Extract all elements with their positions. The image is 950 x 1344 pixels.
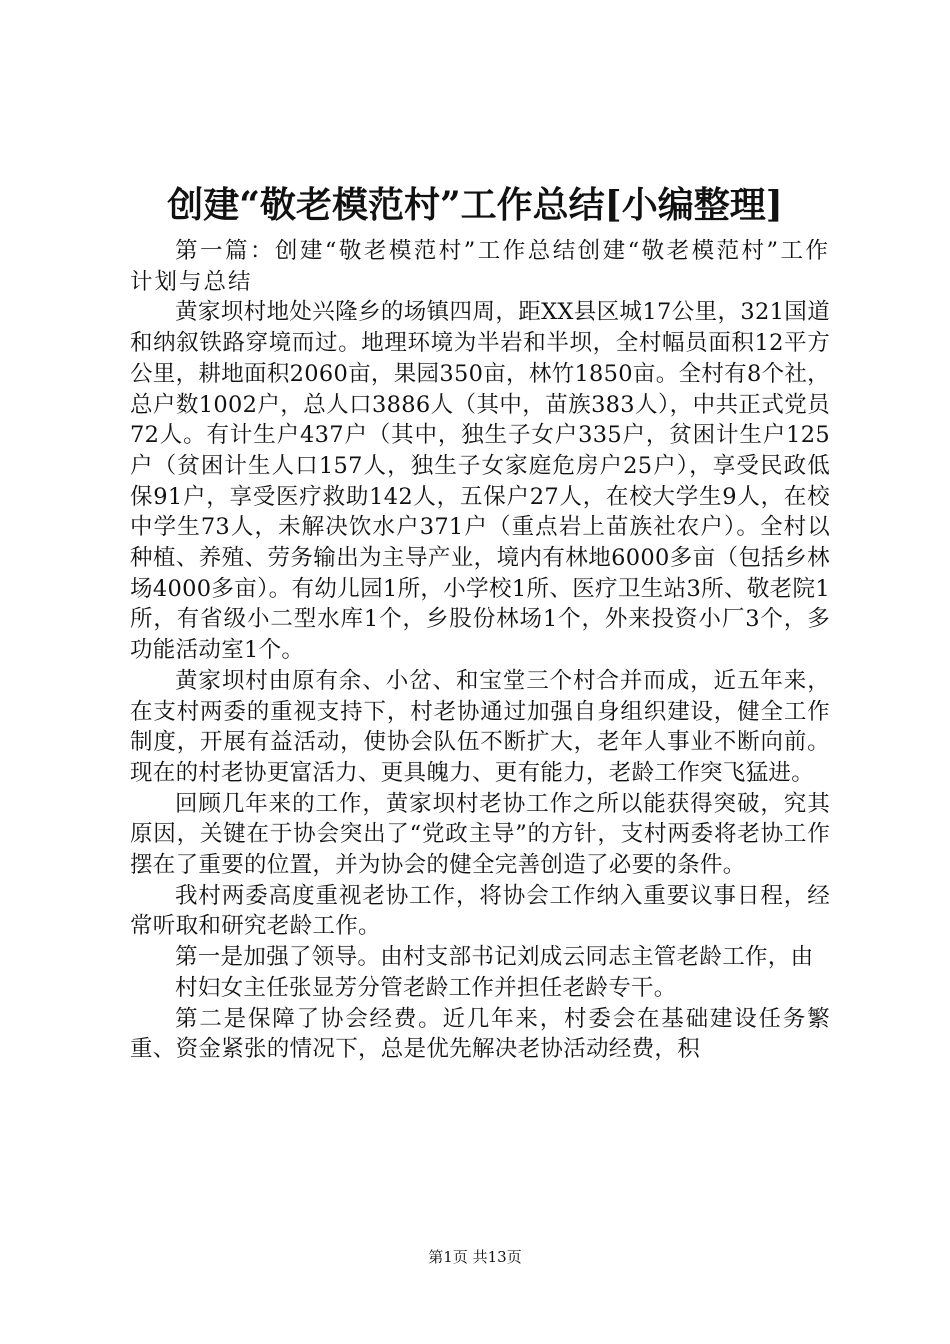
body-paragraph: 我村两委高度重视老协工作，将协会工作纳入重要议事日程，经常听取和研究老龄工作。 bbox=[130, 882, 830, 940]
document-body bbox=[130, 236, 830, 1065]
section-heading-paragraph: 第一篇：创建“敬老模范村”工作总结创建“敬老模范村”工作计划与总结 bbox=[130, 238, 830, 295]
body-paragraph: 回顾几年来的工作，黄家坝村老协工作之所以能获得突破，究其原因，关键在于协会突出了“党政主导”的方针，支村两委将老协工作摆在了重要的位置，并为协会的健全完善创造了必要的条件。 bbox=[130, 790, 830, 879]
page-footer: 第1页 共13页 bbox=[428, 1248, 522, 1266]
body-paragraph: 第一是加强了领导。由村支部书记刘成云同志主管老龄工作，由 bbox=[175, 944, 814, 971]
body-paragraph: 黄家坝村由原有余、小岔、和宝堂三个村合并而成，近五年来，在支村两委的重视支持下，村老协通过加强自身组织建设，健全工作制度，开展有益活动，使协会队伍不断扩大，老年人事业不断向前。现在的村老协更富活力、更具魄力、更有能力，老龄工作突飞猛进。 bbox=[130, 667, 830, 786]
body-paragraph: 黄家坝村地处兴隆乡的场镇四周，距XX县区城17公里，321国道和纳叙铁路穿境而过。地理环境为半岩和半坝，全村幅员面积12平方公里，耕地面积2060亩，果园350亩，林竹1850亩。全村有8个社，总户数1002户，总人口3886人（其中，苗族383人），中共正式党员72人。有计生户437户（其中，独生子女户335户，贫困计生户125户（贫困计生人口157人，独生子女家庭危房户25户），享受民政低保91户，享受医疗救助142人，五保户27人，在校大学生9人，在校中学生73人，未解决饮水户371户（重点岩上苗族社农户）。全村以种植、养殖、劳务输出为主导产业，境内有林地6000多亩（包括乡林场4000多亩）。有幼儿园1所，小学校1所、医疗卫生站3所、敬老院1所，有省级小二型水库1个，乡股份林场1个，外来投资小厂3个，多功能活动室1个。 bbox=[130, 299, 830, 664]
body-paragraph: 村妇女主任张显芳分管老龄工作并担任老龄专干。 bbox=[175, 974, 677, 1001]
document-title: 创建“敬老模范村”工作总结[小编整理] bbox=[167, 184, 783, 226]
body-paragraph: 第二是保障了协会经费。近几年来，村委会在基础建设任务繁重、资金紧张的情况下，总是优先解决老协活动经费，积 bbox=[130, 1005, 830, 1063]
